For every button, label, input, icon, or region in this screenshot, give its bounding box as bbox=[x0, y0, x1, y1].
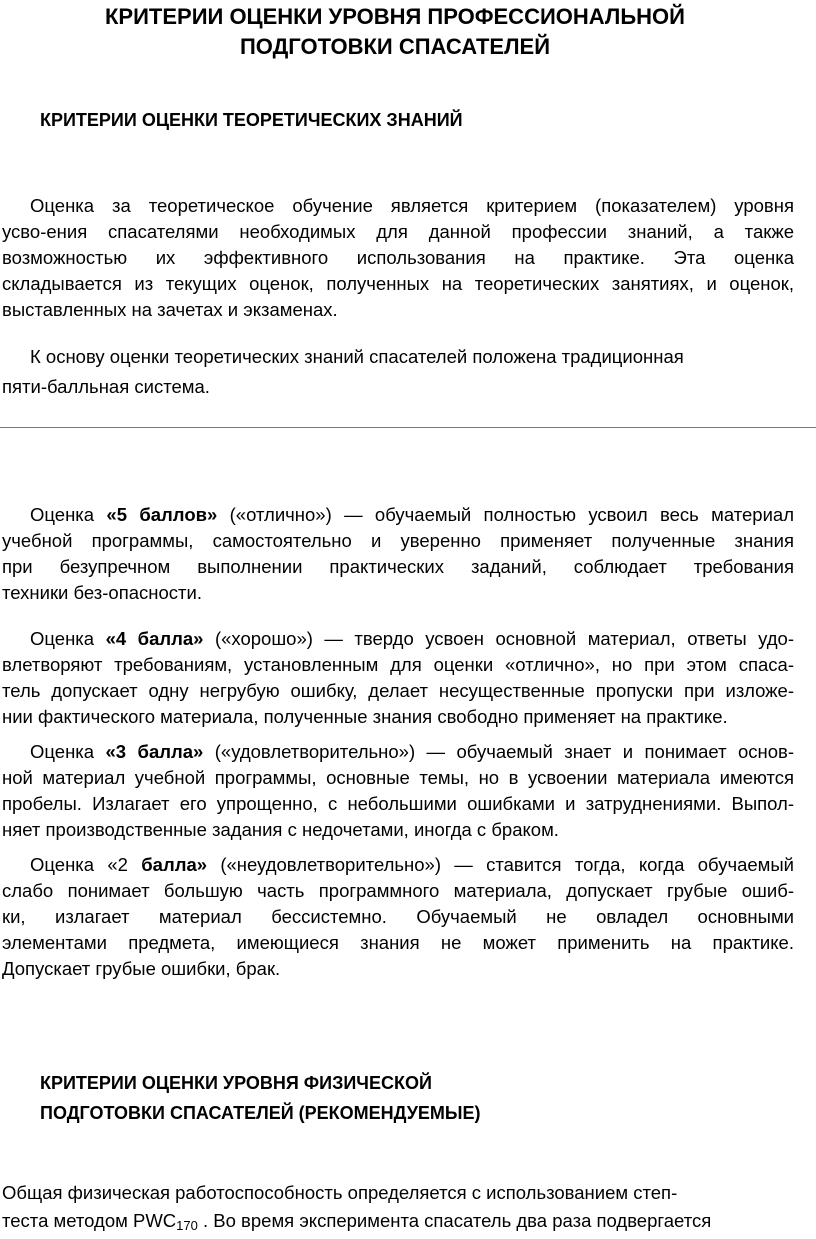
grade-4-line: влетворяют требованиям, установленным для оценки «отлично», но при этом спаса- bbox=[2, 654, 794, 675]
grade-5-line: учебной программы, самостоятельно и уверенно применяет полученные знания bbox=[2, 530, 794, 551]
grade-text: («хорошо») — твердо усвоен основной материал, ответы удо- bbox=[203, 628, 795, 649]
grade-3-line bbox=[2, 739, 794, 765]
intro-line: складывается из текущих оценок, полученных на теоретических занятиях, и оценок, bbox=[2, 273, 794, 294]
grade-2-line: ки, излагает материал бессистемно. Обучаемый не овладел основными bbox=[2, 906, 794, 927]
title-line-1: КРИТЕРИИ ОЦЕНКИ УРОВНЯ ПРОФЕССИОНАЛЬНОЙ bbox=[105, 4, 685, 29]
document-title bbox=[40, 2, 750, 62]
grade-4-label: «4 балла» bbox=[105, 628, 204, 649]
grade-2-line: Допускает грубые ошибки, брак. bbox=[2, 958, 281, 979]
grade-5-line: техники без-опасности. bbox=[2, 582, 202, 603]
grade-text: («удовлетворительно») — обучаемый знает и понимает основ- bbox=[203, 741, 795, 762]
grade-prefix: Оценка bbox=[30, 504, 107, 525]
intro-paragraph bbox=[2, 193, 794, 323]
intro-line: Оценка за теоретическое обучение является критерием (показателем) уровня bbox=[30, 195, 794, 216]
grade-4-line bbox=[2, 626, 794, 652]
basis-line: пяти-балльная система. bbox=[2, 376, 210, 397]
grade-3-label: «3 балла» bbox=[105, 741, 204, 762]
title-line-2: ПОДГОТОВКИ СПАСАТЕЛЕЙ bbox=[239, 34, 551, 59]
grade-3-line: пробелы. Излагает его упрощенно, с небольшими ошибками и затруднениями. Выпол- bbox=[2, 793, 794, 814]
grade-text: («неудовлетворительно») — ставится тогда, когда обучаемый bbox=[207, 854, 795, 875]
grade-text: («отлично») — обучаемый полностью усвоил весь материал bbox=[217, 504, 794, 525]
grade-3-line: ной материал учебной программы, основные темы, но в усвоении материала имеются bbox=[2, 767, 794, 788]
grade-prefix: Оценка bbox=[30, 628, 106, 649]
physical-line: Общая физическая работоспособность определяется с использованием степ- bbox=[2, 1182, 678, 1203]
basis-line: К основу оценки теоретических знаний спасателей положена традиционная bbox=[30, 346, 684, 367]
physical-line bbox=[2, 1208, 792, 1234]
grade-5-paragraph bbox=[2, 502, 794, 606]
grade-5-line bbox=[2, 502, 794, 528]
grade-2-line: элементами предмета, имеющиеся знания не может применить на практике. bbox=[2, 932, 794, 953]
grade-prefix: Оценка bbox=[30, 741, 106, 762]
section-heading-physical-1: КРИТЕРИИ ОЦЕНКИ УРОВНЯ ФИЗИЧЕСКОЙ bbox=[40, 1073, 432, 1093]
pwc-subscript: 170 bbox=[176, 1218, 198, 1233]
basis-paragraph bbox=[2, 344, 762, 400]
intro-line: выставленных на зачетах и экзаменах. bbox=[2, 299, 338, 320]
grade-3-line: няет производственные задания с недочетами, иногда с браком. bbox=[2, 819, 559, 840]
grade-5-label: «5 баллов» bbox=[106, 504, 218, 525]
grade-2-label: балла» bbox=[141, 854, 208, 875]
horizontal-divider bbox=[0, 427, 816, 428]
grade-2-line bbox=[2, 852, 794, 878]
physical-paragraph bbox=[2, 1180, 792, 1234]
grade-3-paragraph bbox=[2, 739, 794, 843]
grade-5-line: при безупречном выполнении практических заданий, соблюдает требования bbox=[2, 556, 794, 577]
grade-4-paragraph bbox=[2, 626, 794, 730]
grade-4-line: тель допускает одну негрубую ошибку, делает несущественные пропуски при изложе- bbox=[2, 680, 794, 701]
physical-text: теста методом PWC bbox=[2, 1210, 177, 1231]
grade-2-line: слабо понимает большую часть программного материала, допускает грубые ошиб- bbox=[2, 880, 794, 901]
section-heading-physical-2: ПОДГОТОВКИ СПАСАТЕЛЕЙ (РЕКОМЕНДУЕМЫЕ) bbox=[40, 1103, 481, 1123]
intro-line: усво-ения спасателями необходимых для данной профессии знаний, а также bbox=[2, 221, 794, 242]
grade-2-paragraph bbox=[2, 852, 794, 982]
grade-4-line: нии фактического материала, полученные знания свободно применяет на практике. bbox=[2, 706, 728, 727]
grade-prefix: Оценка «2 bbox=[30, 854, 142, 875]
physical-text: . Во время эксперимента спасатель два раза подвергается bbox=[197, 1210, 712, 1231]
intro-line: возможностью их эффективного использования на практике. Эта оценка bbox=[2, 247, 794, 268]
section-heading-theory: КРИТЕРИИ ОЦЕНКИ ТЕОРЕТИЧЕСКИХ ЗНАНИЙ bbox=[40, 110, 463, 130]
